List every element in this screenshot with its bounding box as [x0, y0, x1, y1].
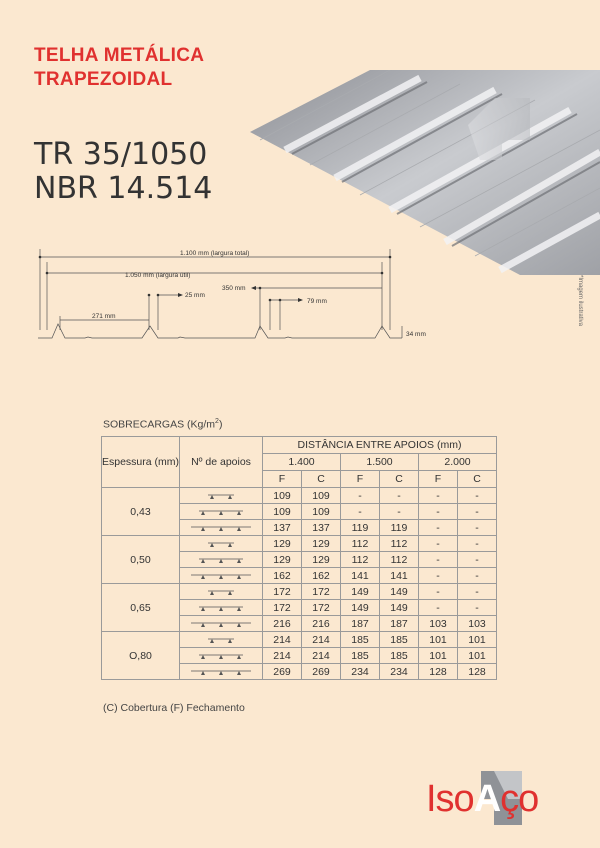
value-cell: 101	[458, 648, 497, 664]
supports-cell	[180, 648, 263, 664]
supports-cell	[180, 520, 263, 536]
value-cell: 112	[341, 536, 380, 552]
sub-header: F	[419, 471, 458, 488]
dim-350-label: 350 mm	[222, 285, 246, 292]
table-row	[102, 536, 497, 552]
value-cell: 137	[263, 520, 302, 536]
supports-cell	[180, 536, 263, 552]
value-cell: 172	[263, 600, 302, 616]
value-cell: 185	[341, 648, 380, 664]
value-cell: 162	[263, 568, 302, 584]
supports-cell	[180, 552, 263, 568]
dim-total-label: 1.100 mm (largura total)	[180, 250, 250, 257]
dim-useful-label: 1.050 mm (largura útil)	[125, 272, 191, 279]
supports-icon	[191, 668, 251, 676]
supports-icon	[191, 636, 251, 644]
value-cell: 101	[419, 648, 458, 664]
value-cell: -	[419, 600, 458, 616]
value-cell: 101	[419, 632, 458, 648]
value-cell: -	[458, 600, 497, 616]
header-thickness: Espessura (mm)	[102, 437, 180, 488]
supports-cell	[180, 504, 263, 520]
supports-icon	[191, 540, 251, 548]
value-cell: 103	[458, 616, 497, 632]
sub-header: F	[263, 471, 302, 488]
profile-dimension-drawing	[30, 240, 450, 360]
value-cell: 214	[263, 632, 302, 648]
sub-header: F	[341, 471, 380, 488]
thickness-cell: 0,65	[102, 584, 180, 632]
title-line-2: TRAPEZOIDAL	[34, 69, 173, 90]
value-cell: 137	[302, 520, 341, 536]
span-header: 2.000	[419, 454, 497, 471]
value-cell: 162	[302, 568, 341, 584]
supports-icon	[191, 620, 251, 628]
value-cell: 112	[380, 552, 419, 568]
value-cell: -	[419, 552, 458, 568]
dim-25-label: 25 mm	[185, 292, 205, 299]
sub-header: C	[302, 471, 341, 488]
value-cell: -	[380, 504, 419, 520]
supports-icon	[191, 556, 251, 564]
value-cell: 112	[341, 552, 380, 568]
supports-cell	[180, 488, 263, 504]
value-cell: 185	[341, 632, 380, 648]
thickness-cell: 0,50	[102, 536, 180, 584]
value-cell: 149	[341, 600, 380, 616]
value-cell: 141	[380, 568, 419, 584]
value-cell: 129	[302, 536, 341, 552]
standard-code: NBR 14.514	[34, 171, 213, 206]
value-cell: 109	[263, 504, 302, 520]
value-cell: 172	[302, 584, 341, 600]
value-cell: -	[341, 488, 380, 504]
supports-cell	[180, 600, 263, 616]
value-cell: 109	[302, 488, 341, 504]
value-cell: 234	[380, 664, 419, 680]
supports-cell	[180, 616, 263, 632]
value-cell: 149	[380, 584, 419, 600]
model-code: TR 35/1050	[34, 137, 208, 172]
dim-79-label: 79 mm	[307, 298, 327, 305]
table-row	[102, 488, 497, 504]
thickness-cell: 0,43	[102, 488, 180, 536]
supports-icon	[191, 588, 251, 596]
supports-cell	[180, 664, 263, 680]
table-row	[102, 584, 497, 600]
value-cell: 119	[341, 520, 380, 536]
value-cell: 141	[341, 568, 380, 584]
value-cell: -	[458, 568, 497, 584]
value-cell: -	[458, 504, 497, 520]
value-cell: 185	[380, 632, 419, 648]
value-cell: 269	[263, 664, 302, 680]
dim-34-label: 34 mm	[406, 331, 426, 338]
table-footnote: (C) Cobertura (F) Fechamento	[103, 702, 245, 714]
header-supports: Nº de apoios	[180, 437, 263, 488]
value-cell: 269	[302, 664, 341, 680]
header-distance: DISTÂNCIA ENTRE APOIOS (mm)	[263, 437, 497, 454]
value-cell: -	[458, 520, 497, 536]
value-cell: 129	[302, 552, 341, 568]
value-cell: -	[380, 488, 419, 504]
value-cell: 109	[263, 488, 302, 504]
value-cell: 216	[302, 616, 341, 632]
illustration-note: *Imagem ilustrativa	[577, 275, 583, 327]
value-cell: 234	[341, 664, 380, 680]
dim-271-label: 271 mm	[92, 313, 116, 320]
value-cell: 112	[380, 536, 419, 552]
thickness-cell: O,80	[102, 632, 180, 680]
value-cell: 149	[380, 600, 419, 616]
value-cell: -	[419, 488, 458, 504]
value-cell: 109	[302, 504, 341, 520]
value-cell: 103	[419, 616, 458, 632]
value-cell: 128	[458, 664, 497, 680]
value-cell: -	[419, 504, 458, 520]
load-table	[101, 436, 497, 680]
value-cell: 214	[263, 648, 302, 664]
value-cell: 214	[302, 648, 341, 664]
supports-cell	[180, 568, 263, 584]
value-cell: 128	[419, 664, 458, 680]
model-designation	[34, 138, 212, 206]
value-cell: 149	[341, 584, 380, 600]
supports-icon	[191, 652, 251, 660]
value-cell: -	[419, 568, 458, 584]
value-cell: 172	[263, 584, 302, 600]
sub-header: C	[458, 471, 497, 488]
logo-text: IsoAço	[426, 778, 539, 820]
value-cell: 216	[263, 616, 302, 632]
sub-header: C	[380, 471, 419, 488]
value-cell: 129	[263, 536, 302, 552]
value-cell: 214	[302, 632, 341, 648]
value-cell: -	[458, 536, 497, 552]
value-cell: 101	[458, 632, 497, 648]
value-cell: 129	[263, 552, 302, 568]
value-cell: -	[419, 536, 458, 552]
value-cell: 172	[302, 600, 341, 616]
value-cell: -	[419, 520, 458, 536]
supports-icon	[191, 604, 251, 612]
value-cell: -	[458, 488, 497, 504]
table-row	[102, 632, 497, 648]
value-cell: 185	[380, 648, 419, 664]
span-header: 1.400	[263, 454, 341, 471]
supports-icon	[191, 572, 251, 580]
value-cell: -	[458, 552, 497, 568]
table-caption: SOBRECARGAS $(Kg/m^2)$	[103, 418, 223, 431]
supports-cell	[180, 584, 263, 600]
title-line-1: TELHA METÁLICA	[34, 45, 205, 66]
supports-icon	[191, 492, 251, 500]
value-cell: 119	[380, 520, 419, 536]
value-cell: 187	[341, 616, 380, 632]
product-title	[34, 44, 204, 92]
span-header: 1.500	[341, 454, 419, 471]
supports-icon	[191, 524, 251, 532]
value-cell: 187	[380, 616, 419, 632]
supports-icon	[191, 508, 251, 516]
value-cell: -	[419, 584, 458, 600]
value-cell: -	[341, 504, 380, 520]
supports-cell	[180, 632, 263, 648]
value-cell: -	[458, 584, 497, 600]
